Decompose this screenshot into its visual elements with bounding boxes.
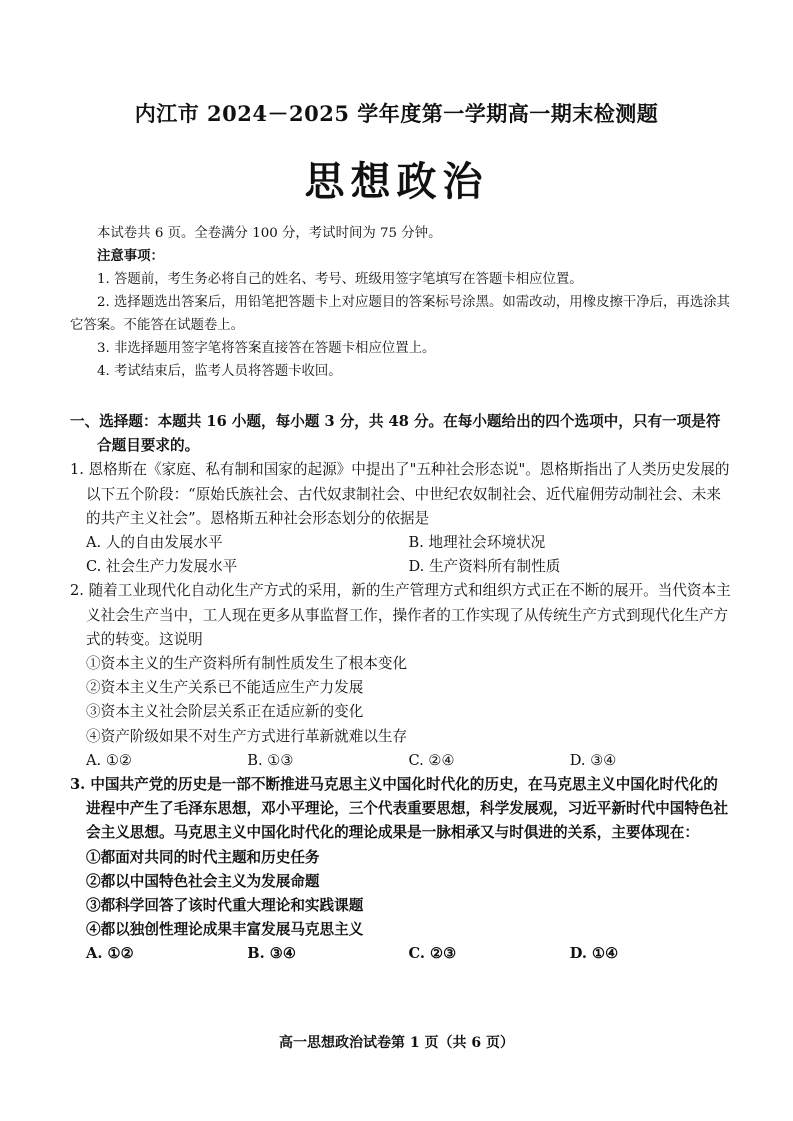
question-1-options-row-1 [70, 531, 731, 555]
question-3-statement-3: ③都科学回答了该时代重大理论和实践课题 [86, 897, 364, 915]
question-3-statement-4: ④都以独创性理论成果丰富发展马克思主义 [86, 921, 364, 939]
question-3-option-b: B. ③④ [247, 945, 296, 963]
note-item-2: 2. 选择题选出答案后，用铅笔把答题卡上对应题目的答案标号涂黑。如需改动，用橡皮擦干净后，再选涂其它答案。不能答在试题卷上。 [70, 295, 730, 333]
exam-intro: 本试卷共 6 页。全卷满分 100 分，考试时间为 75 分钟。 [97, 226, 442, 241]
note-item-1: 1. 答题前，考生务必将自己的姓名、考号、班级用签字笔填写在答题卡相应位置。 [97, 272, 583, 287]
question-2-statement-2: ②资本主义生产关系已不能适应生产力发展 [86, 679, 364, 697]
question-3-stem: 3. 中国共产党的历史是一部不断推进马克思主义中国化时代化的历史，在马克思主义中国化时代化的进程中产生了毛泽东思想，邓小平理论，三个代表重要思想，科学发展观，习近平新时代中国特色社会主义思想。马克思主义中国化时代化的理论成果是一脉相承又与时俱进的关系，主要体现在： [70, 776, 729, 842]
question-3-options [70, 942, 731, 966]
notes-heading: 注意事项： [97, 248, 164, 264]
question-1-option-c: C. 社会生产力发展水平 [86, 558, 238, 576]
instructions-block [70, 222, 731, 383]
exam-title: 内江市 2024－2025 学年度第一学期高一期末检测题 [134, 101, 659, 126]
question-2-options [70, 749, 731, 773]
question-2-option-b: B. ①③ [247, 751, 294, 769]
note-item-4: 4. 考试结束后，监考人员将答题卡收回。 [97, 364, 342, 379]
question-3-option-c: C. ②③ [408, 945, 457, 963]
subject-title: 思想政治 [304, 158, 489, 205]
question-1-stem: 1. 恩格斯在《家庭、私有制和国家的起源》中提出了"五种社会形态说"。恩格斯指出了人类历史发展的以下五个阶段：“原始氏族社会、古代奴隶制社会、中世纪农奴制社会、近代雇佣劳动制社会、未来的共产主义社会”。恩格斯五种社会形态划分的依据是 [70, 461, 730, 527]
question-1-options-row-2 [70, 555, 731, 579]
question-2-statement-1: ①资本主义的生产资料所有制性质发生了根本变化 [86, 655, 408, 673]
question-3-option-d: D. ①④ [569, 945, 619, 963]
questions-area [70, 410, 731, 967]
section-heading: 一、选择题：本题共 16 小题，每小题 3 分，共 48 分。在每小题给出的四个选项中，只有一项是符合题目要求的。 [70, 413, 721, 455]
question-2-option-a: A. ①② [86, 751, 132, 769]
question-3-option-a: A. ①② [86, 945, 134, 963]
question-2-option-c: C. ②④ [408, 751, 455, 769]
question-3-statement-2: ②都以中国特色社会主义为发展命题 [86, 872, 320, 890]
question-1-option-a: A. 人的自由发展水平 [86, 534, 223, 552]
question-2-option-d: D. ③④ [569, 751, 617, 769]
question-2-statement-3: ③资本主义社会阶层关系正在适应新的变化 [86, 703, 364, 721]
question-1-option-b: B. 地理社会环境状况 [408, 534, 546, 552]
question-2-statement-4: ④资产阶级如果不对生产方式进行革新就难以生存 [86, 727, 408, 745]
question-1-option-d: D. 生产资料所有制性质 [408, 558, 561, 576]
note-item-3: 3. 非选择题用签字笔将答案直接答在答题卡相应位置上。 [97, 341, 436, 356]
question-3-statement-1: ①都面对共同的时代主题和历史任务 [86, 848, 320, 866]
page-footer: 高一思想政治试卷第 1 页（共 6 页） [279, 1035, 514, 1051]
question-2-stem: 2. 随着工业现代化自动化生产方式的采用，新的生产管理方式和组织方式正在不断的展开。当代资本主义社会生产当中，工人现在更多从事监督工作，操作者的工作实现了从传统生产方式到现代化生产方式的转变。这说明 [70, 582, 731, 648]
